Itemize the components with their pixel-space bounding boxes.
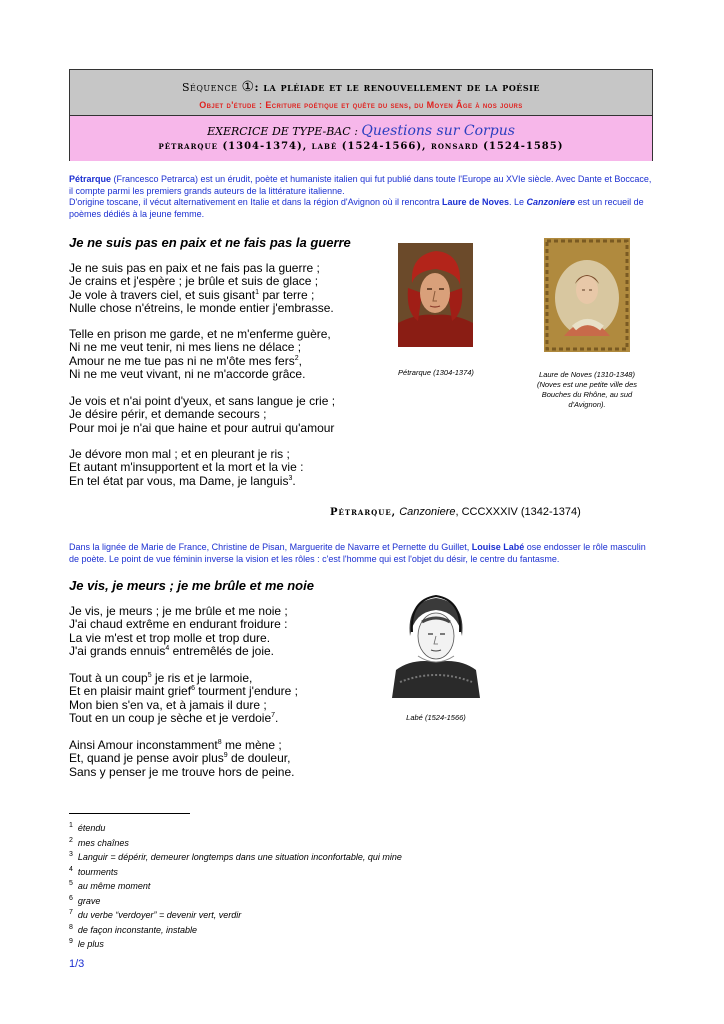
source-ref: , CCCXXXIV (1342-1374) (455, 506, 581, 518)
verse-text: Et en plaisir maint grief (69, 684, 192, 699)
verse: Je crains et j'espère ; je brûle et suis de glace ; (69, 274, 319, 289)
verse-text: je ris et je larmoie, (151, 671, 253, 685)
intro-petrarque (69, 174, 655, 220)
verse-text: Et, quand je pense avoir plus (69, 751, 224, 766)
verse-text: Tout à un coup (69, 671, 148, 685)
verse (69, 712, 298, 725)
verse-text: Je vole à travers ciel, et suis gisant (69, 287, 256, 302)
verse: La vie m'est et trop molle et trop dure. (69, 630, 271, 645)
caption-line: d'Avignon). (568, 400, 606, 409)
footnote-ref: 7 (271, 712, 276, 720)
verse (69, 475, 303, 488)
intro-text: Dans la lignée de Marie de France, Christine de Pisan, Marguerite de Navarre et Pernette du Guillet, (69, 542, 472, 552)
verse-text: Ainsi Amour inconstamment (69, 738, 218, 752)
source-author: Pétrarque, (330, 507, 397, 518)
intro-text: (Francesco Petrarca) est un érudit, poète et humaniste italien qui fut publié dans toute l'Europe au XVIe siècle. Avec Dante et Boccace, il compte parmi les premiers grands auteurs de la littérature italienne. (69, 174, 652, 196)
footnote (69, 850, 402, 865)
verse: Je vis, je meurs ; je me brûle et me noie ; (69, 604, 288, 618)
verse: Ni ne me veut vivant, ni ne m'accorde grâce. (69, 367, 306, 382)
verse: Et autant m'insupportent et la mort et la vie : (69, 460, 304, 475)
laure-portrait (544, 238, 630, 352)
labe-portrait (392, 592, 480, 698)
footnote-number: 4 (69, 865, 73, 873)
footnote-ref: 8 (217, 739, 222, 746)
verse: Je dévore mon mal ; et en pleurant je ris ; (69, 447, 290, 461)
verse: Telle en prison me garde, et ne m'enferme guère, (69, 327, 331, 341)
poem2-stanza-2 (69, 672, 298, 726)
intro-text: ose endosser le rôle masculin de poète. Le point de vue féminin inverse la vision et les rôles : c'est l'homme qui est l'objet du désir, le centre du fantasme. (69, 542, 646, 564)
footnote-separator (69, 813, 190, 814)
footnote-ref: 4 (165, 645, 170, 653)
exercise-title (70, 123, 652, 139)
footnote-ref: 6 (191, 685, 195, 693)
poem2-stanza-3 (69, 739, 294, 779)
footnote-number: 5 (69, 880, 73, 887)
verse-text: par terre ; (259, 287, 315, 302)
footnote-text: mes chaînes (77, 837, 129, 848)
verse (69, 645, 288, 658)
caption-petrarque: Pétrarque (1304-1374) (398, 368, 474, 377)
verse: Je vois et n'ai point d'yeux, et sans langue je crie ; (69, 394, 336, 408)
verse (69, 672, 298, 685)
header-top (70, 70, 652, 116)
verse-text: . (292, 473, 296, 488)
caption-laure (522, 370, 652, 410)
sequence-number: ① (241, 79, 255, 95)
verse (69, 685, 298, 698)
footnote-text: étendu (77, 823, 106, 833)
questions-corpus: Questions sur Corpus (361, 123, 515, 139)
intro-text: est un recueil de poèmes dédiés à la jeune femme. (69, 197, 644, 219)
verse-text: me mène ; (221, 738, 282, 752)
footnote (69, 937, 402, 952)
verse-text: , (298, 353, 302, 368)
footnote-text: du verbe “verdoyer” = devenir vert, verdir (77, 910, 242, 920)
poem2-stanza-1 (69, 605, 288, 659)
verse-text: . (275, 711, 279, 726)
intro-labe (69, 542, 655, 565)
verse-text: J'ai grands ennuis (69, 644, 166, 659)
poem1-title: Je ne suis pas en paix et ne fais pas la guerre (69, 235, 351, 250)
poem1-stanza-3 (69, 395, 335, 435)
poem1-source (330, 506, 581, 518)
verse: Mon bien s'en va, et à jamais il dure ; (69, 697, 267, 712)
poem2-title: Je vis, je meurs ; je me brûle et me noie (69, 578, 314, 593)
verse (69, 739, 294, 752)
footnote-text: Languir = dépérir, demeurer longtemps dans une situation inconfortable, qui mine (77, 852, 402, 862)
sequence-title (70, 79, 652, 95)
footnote-number: 7 (69, 909, 73, 916)
footnote-text: tourments (77, 866, 118, 877)
caption-line: (Noves est une petite ville des (536, 380, 638, 389)
verse (69, 752, 294, 765)
footnote-ref: 5 (147, 672, 152, 679)
verse-text: Tout en un coup je sèche et je verdoie (69, 711, 272, 726)
footnote-ref: 9 (223, 752, 228, 760)
poem1-stanza-1 (69, 262, 334, 316)
verse: J'ai chaud extrême en endurant froidure : (69, 617, 288, 632)
footnote (69, 908, 402, 923)
footnote (69, 821, 402, 836)
header-bottom (70, 116, 652, 161)
verse-text: Amour ne me tue pas ni ne m'ôte mes fers (69, 353, 295, 368)
footnote-number: 8 (69, 923, 73, 931)
authors-line: pétrarque (1304-1374), labé (1524-1566), ronsard (1524-1585) (158, 141, 564, 152)
sequence-label: Séquence (181, 81, 238, 94)
footnote-number: 3 (69, 851, 73, 858)
exercise-label: EXERCICE DE TYPE-BAC : (207, 125, 362, 138)
petrarque-portrait (398, 243, 473, 347)
footnote-number: 6 (69, 894, 73, 902)
intro-laure: Laure de Noves (442, 197, 510, 207)
footnote-text: de façon inconstante, instable (77, 924, 197, 935)
verse: Ni ne me veut tenir, ni mes liens ne délace ; (69, 340, 302, 355)
sequence-subject: : la pléiade et le renouvellement de la poésie (254, 81, 540, 94)
footnote-ref: 3 (288, 474, 293, 482)
footnote-text: grave (77, 895, 101, 906)
footnote-number: 1 (69, 822, 73, 829)
verse (69, 289, 334, 302)
footnote (69, 865, 402, 880)
caption-line: Bouches du Rhône, au sud (541, 390, 633, 399)
verse: Sans y penser je me trouve hors de peine. (69, 764, 295, 779)
header-box (69, 69, 653, 161)
page-number: 1/3 (69, 958, 85, 970)
caption-line: Laure de Noves (1310-1348) (539, 370, 635, 379)
footnotes (69, 821, 402, 952)
verse-text: En tel état par vous, ma Dame, je languis (69, 473, 289, 488)
intro-name: Louise Labé (471, 542, 525, 552)
intro-name: Pétrarque (69, 174, 112, 184)
verse: Je ne suis pas en paix et ne fais pas la guerre ; (69, 261, 320, 275)
source-work: Canzoniere (396, 506, 456, 518)
intro-text: . Le (509, 197, 527, 207)
footnote (69, 923, 402, 938)
poem1-stanza-4 (69, 448, 303, 488)
poem1-stanza-2 (69, 328, 331, 382)
verse (69, 355, 331, 368)
footnote-text: le plus (77, 939, 104, 949)
footnote (69, 894, 402, 909)
footnote-ref: 2 (294, 354, 299, 362)
verse-text: tourment j'endure ; (194, 684, 298, 699)
footnote-number: 2 (69, 836, 73, 844)
footnote (69, 836, 402, 851)
caption-labe: Labé (1524-1566) (406, 713, 466, 722)
footnote (69, 879, 402, 894)
intro-canzoniere: Canzoniere (526, 197, 576, 207)
intro-text: D'origine toscane, il vécut alternativement en Italie et dans la région d'Avignon où il rencontra (69, 197, 442, 207)
verse-text: de douleur, (227, 751, 291, 766)
verse-text: entremêlés de joie. (169, 644, 274, 659)
verse: Je désire périr, et demande secours ; (69, 407, 267, 422)
footnote-number: 9 (69, 938, 73, 945)
verse: Nulle chose n'étreins, le monde entier j'embrasse. (69, 301, 334, 316)
objet-etude: Objet d'étude : Ecriture poétique et quête du sens, du Moyen Âge à nos jours (199, 100, 523, 110)
footnote-text: au même moment (77, 881, 151, 891)
verse: Pour moi je n'ai que haine et pour autrui qu'amour (69, 420, 335, 435)
footnote-ref: 1 (255, 288, 259, 296)
